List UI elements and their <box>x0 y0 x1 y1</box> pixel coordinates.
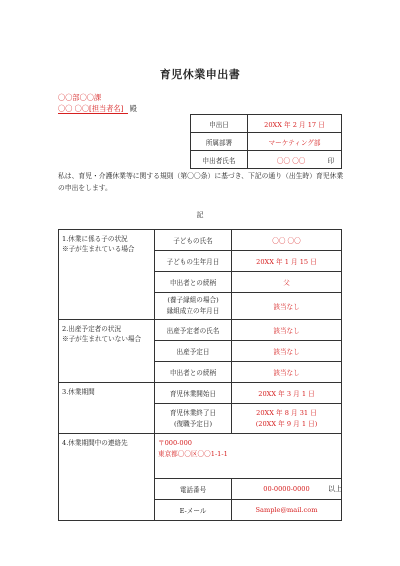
section2-header <box>59 320 155 383</box>
table-row <box>191 151 342 169</box>
header-table <box>190 114 342 169</box>
phone-label: 電話番号 <box>155 479 232 500</box>
table-row <box>191 115 342 133</box>
leave-end-label-line1: 育児休業終了日 <box>169 408 217 417</box>
section4-title: 4.休業期間中の連絡先 <box>62 439 128 447</box>
ki-heading: 記 <box>196 211 204 219</box>
table-row <box>59 434 342 479</box>
child-birthdate-value: 20XX 年 1 月 15 日 <box>232 251 342 272</box>
phone-value: 00-0000-0000 <box>232 479 342 500</box>
section2-title: 2.出産予定者の状況 <box>62 325 122 333</box>
adoption-value: 該当なし <box>232 293 342 320</box>
section3-title: 3.休業期間 <box>62 388 95 396</box>
leave-end-label <box>155 404 232 434</box>
leave-end-value-line2: (20XX 年 9 月 1 日) <box>255 419 318 428</box>
applicant-name: 〇〇 〇〇 <box>276 156 306 165</box>
section1-title: 1.休業に係る子の状況 <box>62 235 128 243</box>
date-label: 申出日 <box>191 115 248 133</box>
postal-code: 〒000-000 <box>158 439 192 447</box>
table-row <box>59 230 342 251</box>
section2-subtitle: ※子が生まれていない場合 <box>62 335 142 343</box>
adoption-label-line1: (養子縁組の場合) <box>167 296 219 304</box>
address: 東京都〇〇区〇〇1-1-1 <box>158 450 228 458</box>
section1-header <box>59 230 155 320</box>
department-value: マーケティング部 <box>248 133 342 151</box>
email-value: Sample@mail.com <box>232 500 342 521</box>
date-value: 20XX 年 2 月 17 日 <box>248 115 342 133</box>
due-date-label: 出産予定日 <box>155 341 232 362</box>
department-label: 所属部署 <box>191 133 248 151</box>
seal-mark: 印 <box>327 156 335 165</box>
table-row <box>59 320 342 341</box>
recipient-name: 〇〇 〇〇[担当者名] <box>58 104 124 113</box>
closing-text: 以上 <box>328 485 342 493</box>
adoption-label-line2: 縁組成立の年月日 <box>166 307 220 315</box>
relation-label: 申出者との続柄 <box>155 272 232 293</box>
recipient-dept: 〇〇部〇〇課 <box>58 93 102 102</box>
section3-header <box>59 383 155 434</box>
relation-value: 父 <box>232 272 342 293</box>
contact-address-cell <box>155 434 342 479</box>
body-paragraph: 私は、育児・介護休業等に関する規則（第〇〇条）に基づき、下記の通り（出生時）育児休業の申出をします。 <box>58 172 344 192</box>
expectant-relation-label: 申出者との続柄 <box>155 362 232 383</box>
applicant-label: 申出者氏名 <box>191 151 248 169</box>
table-row <box>191 133 342 151</box>
details-table <box>58 229 342 521</box>
table-row <box>59 383 342 404</box>
recipient-suffix: 殿 <box>129 104 137 113</box>
leave-start-value: 20XX 年 3 月 1 日 <box>232 383 342 404</box>
child-name-value: 〇〇 〇〇 <box>232 230 342 251</box>
section4-header <box>59 434 155 521</box>
page-title: 育児休業申出書 <box>159 68 241 81</box>
recipient-underline <box>58 113 128 114</box>
leave-end-value <box>232 404 342 434</box>
child-birthdate-label: 子どもの生年月日 <box>155 251 232 272</box>
adoption-label <box>155 293 232 320</box>
expectant-name-label: 出産予定者の氏名 <box>155 320 232 341</box>
leave-end-label-line2: (復職予定日) <box>173 419 213 428</box>
email-label: E-メール <box>155 500 232 521</box>
section1-subtitle: ※子が生まれている場合 <box>62 245 135 253</box>
due-date-value: 該当なし <box>232 341 342 362</box>
child-name-label: 子どもの氏名 <box>155 230 232 251</box>
expectant-name-value: 該当なし <box>232 320 342 341</box>
leave-end-value-line1: 20XX 年 8 月 31 日 <box>256 408 317 417</box>
applicant-cell <box>248 151 342 169</box>
expectant-relation-value: 該当なし <box>232 362 342 383</box>
leave-start-label: 育児休業開始日 <box>155 383 232 404</box>
